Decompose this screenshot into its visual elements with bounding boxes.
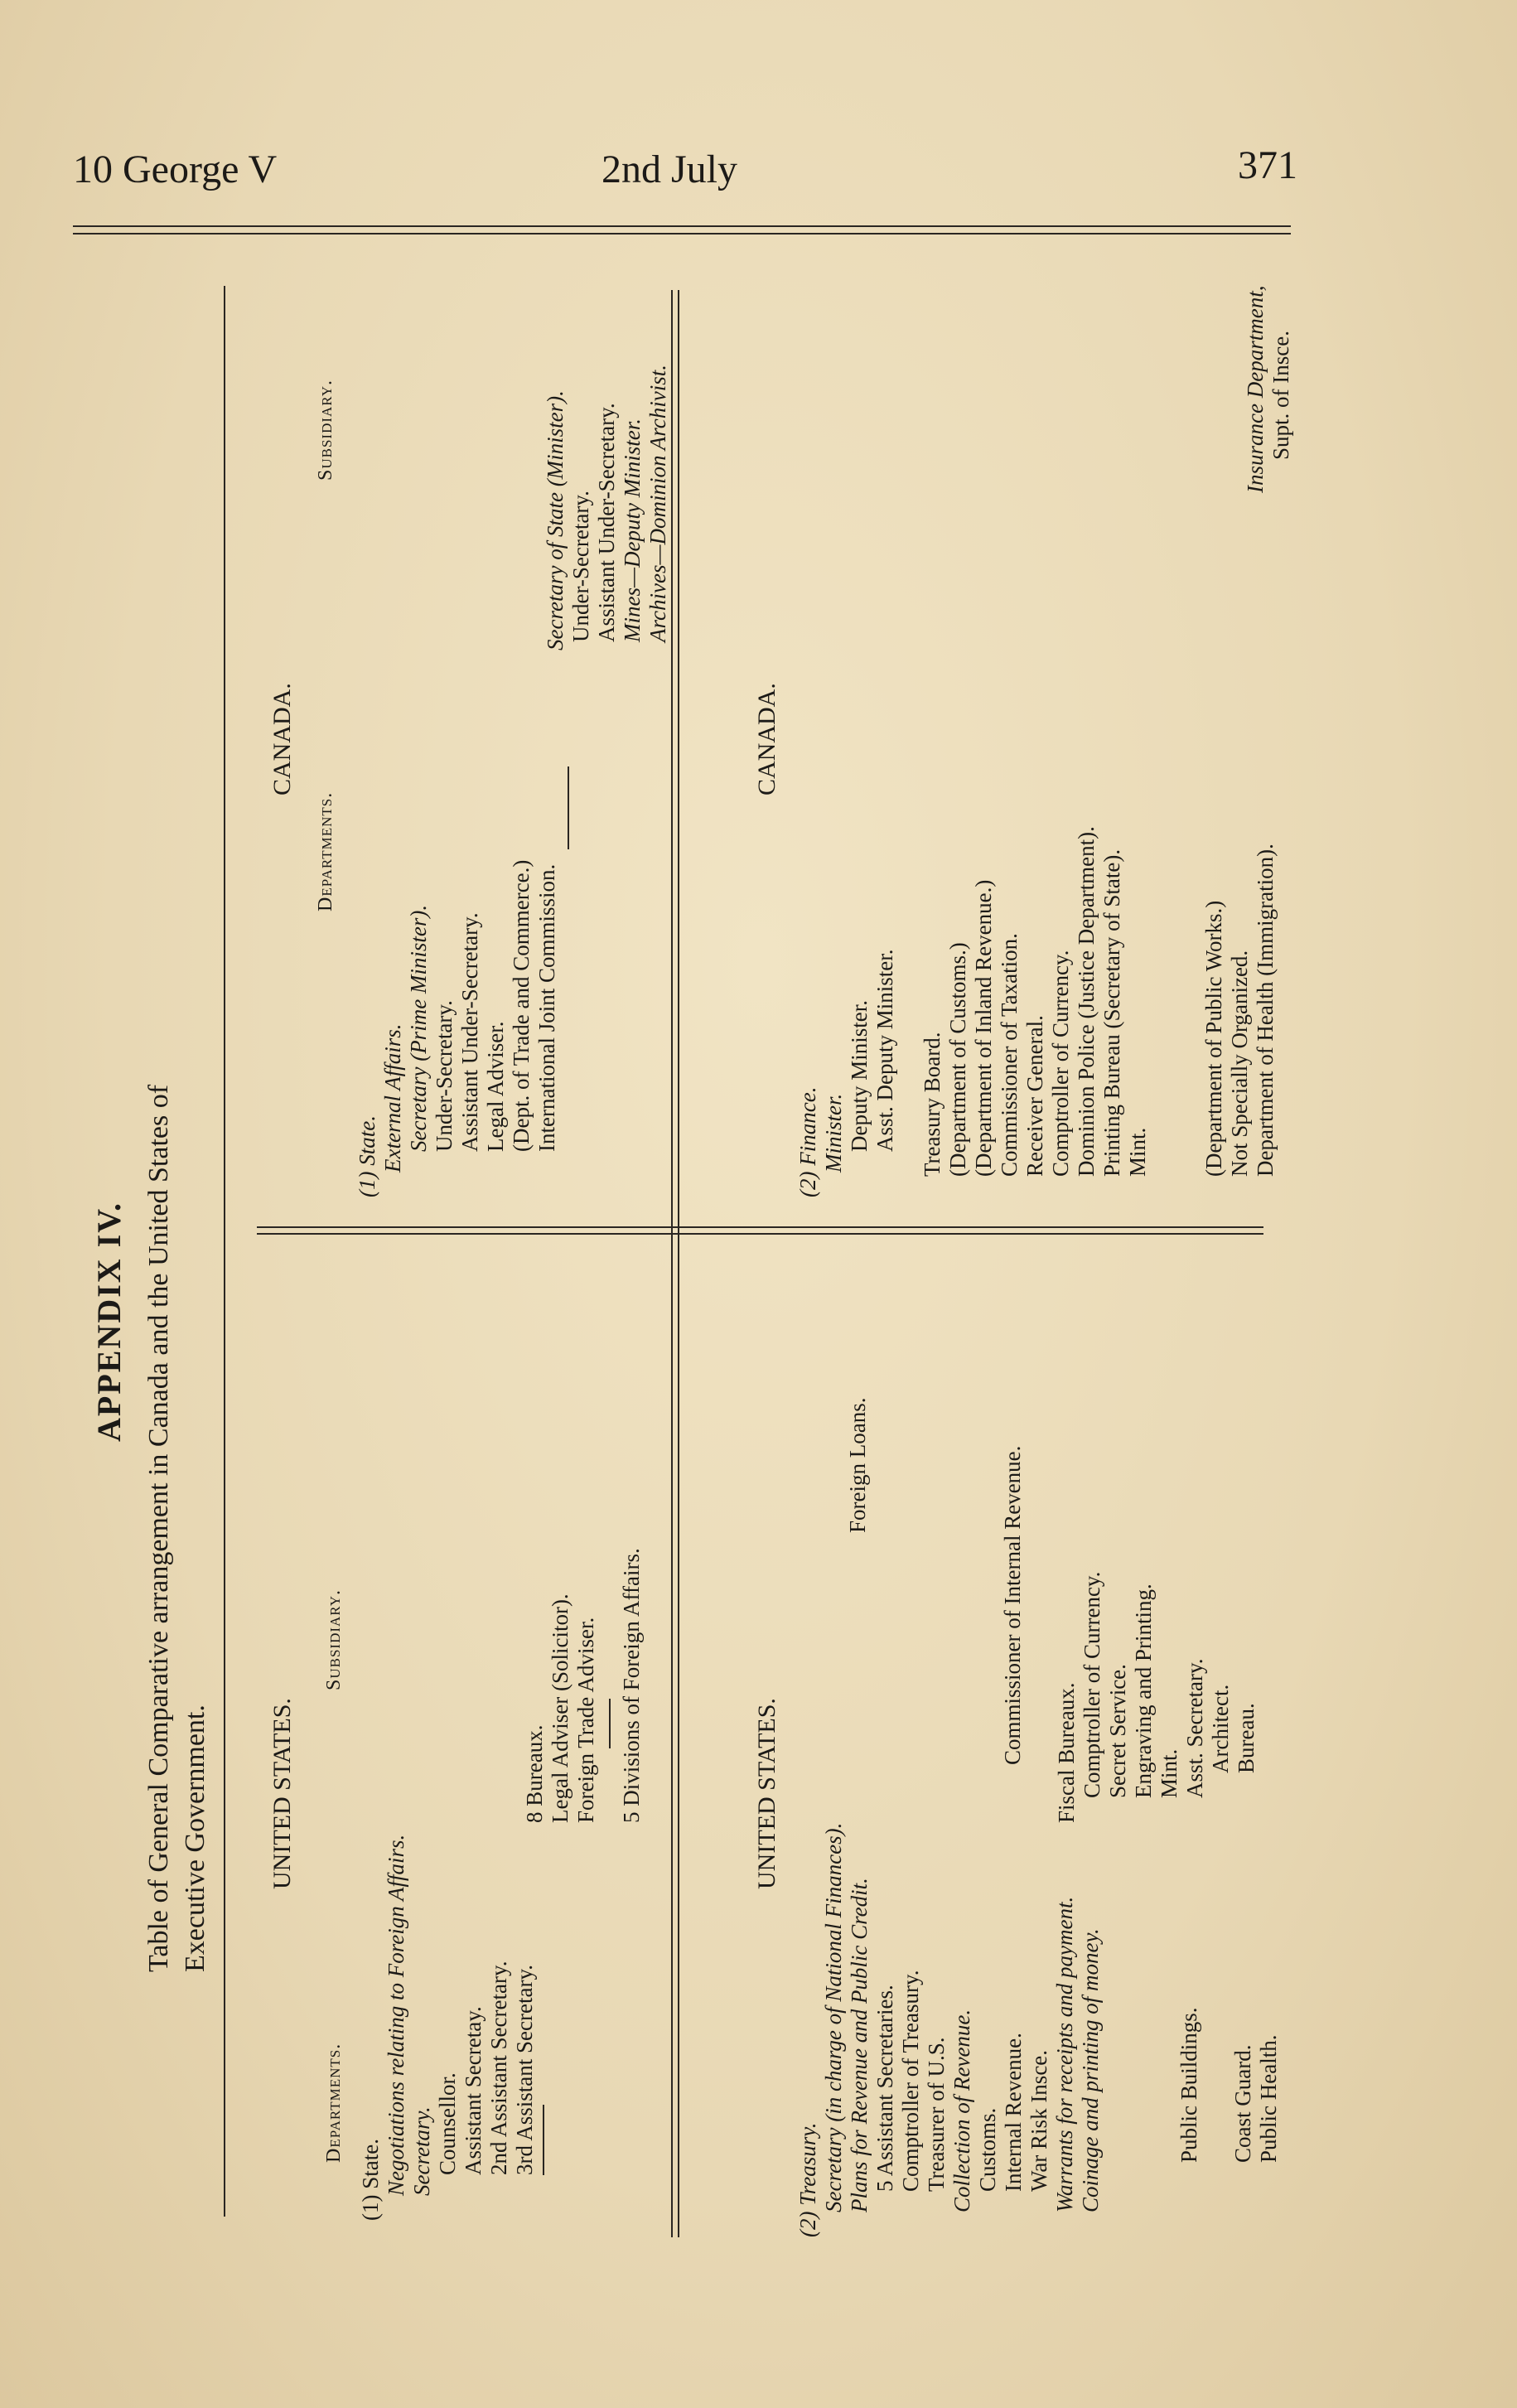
ca-state-entry: (Dept. of Trade and Commerce.)	[509, 859, 534, 1152]
canada-heading-1: CANADA.	[268, 683, 296, 795]
section-divider-top	[671, 290, 673, 2237]
ca-state-entry: International Joint Commission.	[534, 863, 559, 1152]
ca-finance-entry: Dominion Police (Justice Department).	[1074, 826, 1099, 1177]
us-treasury-entry: Public Buildings.	[1176, 2007, 1201, 2163]
us-treasury-departments	[795, 1823, 1104, 2237]
us-departments-label-1: Departments.	[323, 2043, 345, 2163]
us-treasury-entry: Plans for Revenue and Public Credit.	[847, 1878, 872, 2212]
section-divider-bottom	[678, 290, 679, 2237]
ca-finance-entry: Treasury Board.	[920, 1032, 945, 1177]
ca-finance-entry: Comptroller of Currency.	[1048, 950, 1073, 1177]
us-treasury-entry: Public Health.	[1256, 2034, 1281, 2163]
ca-finance-departments	[795, 949, 898, 1197]
us-treasury-entry: Warrants for receipts and payment.	[1052, 1896, 1077, 2212]
ca-state-entry: Legal Adviser.	[483, 1021, 508, 1152]
ca-finance-entry: Mint.	[1125, 1127, 1150, 1177]
us-state-departments	[358, 1835, 538, 2221]
table-caption-line-1: Table of General Comparative arrangement in Canada and the United States of	[143, 1084, 174, 1972]
us-state-subsidiary	[522, 1593, 599, 1823]
us-subsidiary-entry: Mint.	[1157, 1748, 1181, 1798]
ca-finance-entry: (Department of Inland Revenue.)	[971, 879, 996, 1177]
ca-state-entry: Assistant Under-Secretary.	[457, 912, 482, 1152]
us-treasury-entry: 5 Assistant Secretaries.	[872, 1985, 897, 2192]
ca-finance-entry: (Department of Customs.)	[945, 942, 970, 1177]
ca-state-departments	[355, 860, 560, 1197]
ca-finance-entry: Printing Bureau (Secretary of State).	[1099, 849, 1124, 1177]
us-subsidiary-entry: Fiscal Bureaux.	[1054, 1682, 1079, 1823]
ca-finance-entry: (2) Finance.	[795, 1086, 820, 1197]
us-subsidiary-entry: 8 Bureaux.	[522, 1724, 547, 1823]
ca-finance-entry: Not Specially Organized.	[1227, 950, 1252, 1177]
us-subsidiary-entry: Foreign Trade Adviser.	[573, 1617, 598, 1823]
us-state-entry: Negotiations relating to Foreign Affairs.	[384, 1834, 408, 2196]
us-subsidiary-entry: Bureau.	[1234, 1703, 1259, 1773]
us-treasury-entry: Coinage and printing of money.	[1078, 1928, 1103, 2212]
ca-state-subsidiary	[543, 365, 671, 650]
us-subsidiary-entry: 5 Divisions of Foreign Affairs.	[619, 1548, 644, 1823]
us-subsidiary-entry: Engraving and Printing.	[1131, 1584, 1156, 1798]
us-heading-1: UNITED STATES.	[268, 1698, 296, 1889]
section-rule	[568, 766, 569, 849]
us-subsidiary-entry: Comptroller of Currency.	[1080, 1571, 1104, 1798]
us-treasury-entry: Secretary (in charge of National Finances).	[821, 1822, 846, 2212]
us-treasury-departments-tail	[1230, 2035, 1282, 2163]
center-divider-right	[257, 1226, 1263, 1228]
us-treasury-entry: (2) Treasury.	[795, 2122, 820, 2237]
us-state-entry: Counsellor.	[435, 2072, 460, 2175]
ca-finance-entry: Minister.	[821, 1093, 846, 1173]
us-state-entry: (1) State.	[358, 2139, 383, 2221]
ca-finance-subsidiary	[1243, 286, 1294, 493]
us-subsidiary-label-1: Subsidiary.	[323, 1589, 345, 1690]
ca-departments-label-1: Departments.	[315, 791, 336, 911]
ca-subsidiary-entry: Supt. of Insce.	[1268, 331, 1293, 460]
ca-finance-entry: Commissioner of Taxation.	[997, 933, 1022, 1177]
us-treasury-entry: Collection of Revenue.	[949, 2009, 974, 2212]
us-treasury-entry: War Risk Insce.	[1027, 2049, 1051, 2192]
ca-finance-entry: Department of Health (Immigration).	[1253, 844, 1278, 1177]
us-state-entry: 2nd Assistant Secretary.	[486, 1961, 511, 2175]
us-heading-2: UNITED STATES.	[753, 1698, 780, 1889]
us-state-entry: Secretary.	[409, 2106, 434, 2196]
us-subsidiary-entry: Secret Service.	[1105, 1664, 1130, 1798]
ca-subsidiary-entry: Mines—Deputy Minister.	[620, 418, 645, 642]
running-head-left: 10 George V	[73, 147, 278, 191]
ca-state-entry: Under-Secretary.	[432, 1000, 457, 1152]
canada-heading-2: CANADA.	[753, 683, 780, 795]
page-number: 371	[1238, 143, 1297, 187]
ca-finance-entry: Asst. Deputy Minister.	[872, 949, 897, 1152]
section-rule	[609, 1699, 611, 1748]
section-rule	[543, 2105, 544, 2175]
header-rule-top	[73, 225, 1291, 227]
ca-finance-departments-tail	[1201, 844, 1278, 1177]
us-treasury-entry: Comptroller of Treasury.	[898, 1970, 923, 2192]
ca-state-entry: External Affairs.	[380, 1023, 405, 1173]
running-head-date: 2nd July	[601, 147, 738, 191]
ca-finance-entry: Receiver General.	[1022, 1015, 1047, 1177]
ca-finance-entry: (Department of Public Works.)	[1201, 900, 1226, 1177]
us-subsidiary-entry: Architect.	[1208, 1684, 1233, 1773]
us-treasury-entry: Internal Revenue.	[1001, 2033, 1026, 2192]
ca-subsidiary-entry: Insurance Department,	[1243, 285, 1268, 493]
table-caption-line-2: Executive Government.	[180, 1704, 210, 1972]
ca-state-entry: Secretary (Prime Minister).	[406, 904, 431, 1152]
ca-subsidiary-entry: Archives—Dominion Archivist.	[645, 365, 670, 642]
us-treasury-entry: Coast Guard.	[1230, 2044, 1255, 2163]
us-state-entry: Assistant Secretay.	[461, 2006, 486, 2175]
ca-state-entry: (1) State.	[355, 1115, 379, 1197]
rotated-table	[91, 282, 1301, 2254]
us-treasury-subsidiary	[1054, 1572, 1259, 1823]
ca-finance-entry: Deputy Minister.	[847, 1000, 872, 1152]
us-subsidiary-entry: Legal Adviser (Solicitor).	[548, 1593, 572, 1823]
us-treasury-entry: Customs.	[975, 2107, 1000, 2192]
header-rule-bottom	[73, 233, 1291, 235]
ca-subsidiary-entry: Secretary of State (Minister).	[543, 390, 568, 650]
ca-subsidiary-label-1: Subsidiary.	[315, 380, 336, 481]
us-treasury-entry: Treasurer of U.S.	[924, 2037, 949, 2192]
ca-subsidiary-entry: Under-Secretary.	[568, 491, 593, 642]
us-state-entry: 3rd Assistant Secretary.	[512, 1965, 537, 2175]
ca-subsidiary-entry: Assistant Under-Secretary.	[594, 403, 619, 642]
appendix-title: APPENDIX IV.	[90, 1202, 128, 1442]
ca-finance-departments-mid	[920, 826, 1151, 1177]
us-subsidiary-entry: Commissioner of Internal Revenue.	[1000, 1445, 1025, 1765]
us-subsidiary-entry: Asst. Secretary.	[1182, 1658, 1207, 1798]
center-divider-left	[257, 1233, 1263, 1235]
us-subsidiary-entry: Foreign Loans.	[845, 1397, 870, 1533]
